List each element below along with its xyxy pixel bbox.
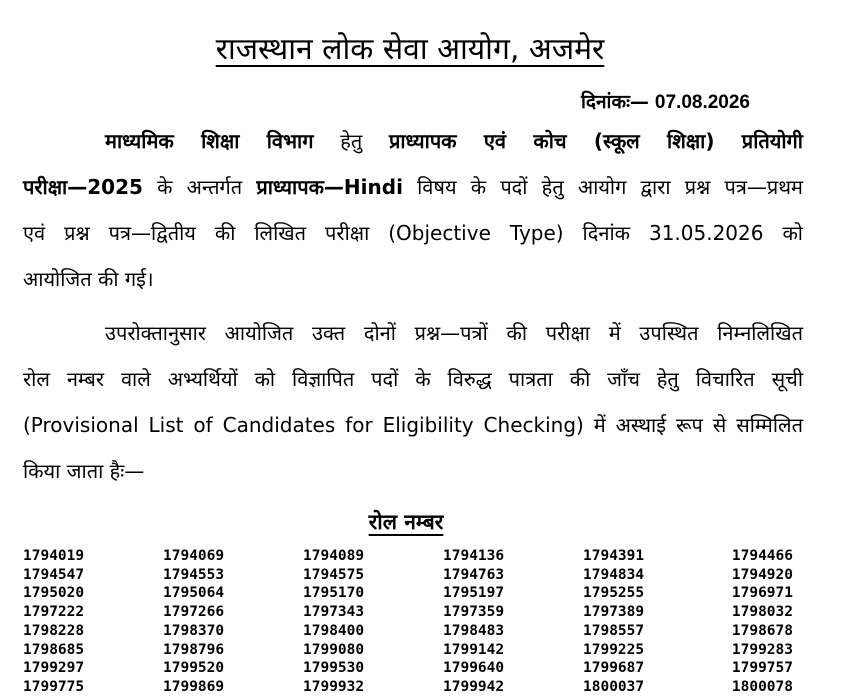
roll-number: 1794920: [731, 566, 793, 583]
text-run: के अन्तर्गत: [142, 175, 257, 199]
text-line: [23, 310, 803, 356]
bold-text: प्राध्यापक एवं कोच (स्कूल शिक्षा) प्रतियोगी: [388, 129, 803, 153]
roll-number: 1799757: [731, 660, 793, 677]
text-run: विषय के पदों हेतु आयोग द्वारा प्रश्न पत्र—प्रथम: [402, 175, 804, 199]
roll-number: 1794136: [443, 548, 505, 564]
text-line: [23, 256, 803, 302]
roll-number: 1797359: [443, 604, 505, 621]
paragraph-2: [23, 310, 803, 494]
roll-number: 1794069: [163, 548, 225, 564]
roll-number: 1794019: [23, 548, 85, 564]
roll-number: 1797222: [23, 604, 85, 621]
roll-number: 1795197: [443, 585, 505, 602]
roll-number: 1799640: [443, 660, 505, 677]
roll-number: 1795064: [163, 585, 225, 602]
roll-number: 1794575: [303, 566, 365, 583]
text-line: [23, 210, 803, 256]
roll-number: 1795255: [583, 585, 645, 602]
roll-number: 1800037: [583, 678, 645, 695]
roll-number: 1799932: [303, 678, 365, 695]
bold-text: परीक्षा—2025: [23, 175, 143, 199]
roll-number: 1794763: [443, 566, 505, 583]
roll-number-grid: [23, 547, 803, 697]
roll-number: 1798032: [731, 604, 793, 621]
paragraph-1: [23, 118, 803, 302]
text-run: (Provisional List of Candidates for Eligibility Checking) में अस्थाई रूप से सम्मिलित: [23, 413, 803, 437]
text-line: [23, 356, 803, 402]
roll-number: 1795020: [23, 585, 85, 602]
page-title: राजस्थान लोक सेवा आयोग, अजमेर: [215, 32, 605, 67]
roll-number: 1799142: [443, 641, 505, 658]
date-value: 07.08.2026: [654, 92, 750, 113]
roll-number: 1799080: [303, 641, 365, 658]
roll-number: 1794391: [583, 548, 645, 564]
roll-number: 1794834: [583, 566, 645, 583]
text-run: आयोजित की गई।: [23, 267, 154, 291]
roll-number: 1799530: [303, 660, 365, 677]
text-run: किया जाता हैः—: [23, 459, 145, 483]
date-label: दिनांकः—: [581, 91, 649, 113]
roll-number: 1798228: [23, 622, 85, 639]
roll-number: 1795170: [303, 585, 365, 602]
roll-number: 1799687: [583, 660, 645, 677]
text-run: उपरोक्तानुसार आयोजित उक्त दोनों प्रश्न—पत्रों की परीक्षा में उपस्थित निम्नलिखित: [105, 321, 803, 345]
date-line: [581, 90, 750, 115]
roll-number: 1794547: [23, 566, 85, 583]
roll-number: 1794466: [731, 548, 793, 564]
roll-number: 1800078: [731, 678, 793, 695]
roll-number: 1797266: [163, 604, 225, 621]
roll-number: 1798796: [163, 641, 225, 658]
roll-number: 1798483: [443, 622, 505, 639]
text-line: [23, 448, 803, 494]
roll-number: 1799297: [23, 660, 85, 677]
bold-text: प्राध्यापक—Hindi: [256, 175, 403, 199]
text-run: हेतु: [313, 129, 389, 153]
roll-number: 1798685: [23, 641, 85, 658]
roll-number: 1799775: [23, 678, 85, 695]
roll-number: 1798678: [731, 622, 793, 639]
roll-number: 1796971: [731, 585, 793, 602]
roll-number: 1794089: [303, 548, 365, 564]
roll-number: 1797343: [303, 604, 365, 621]
roll-number: 1799869: [163, 678, 225, 695]
text-line: [23, 118, 803, 164]
text-run: रोल नम्बर वाले अभ्यर्थियों को विज्ञापित पदों के विरुद्ध पात्रता की जाँच हेतु विचारित सूची: [23, 367, 803, 391]
roll-number-heading: रोल नम्बर: [368, 510, 444, 534]
text-run: एवं प्रश्न पत्र—द्वितीय की लिखित परीक्षा (Objective Type) दिनांक 31.05.2026 को: [23, 221, 803, 245]
roll-number: 1799283: [731, 641, 793, 658]
roll-number: 1798400: [303, 622, 365, 639]
text-line: [23, 402, 803, 448]
roll-number: 1798557: [583, 622, 645, 639]
roll-number: 1797389: [583, 604, 645, 621]
roll-number: 1794553: [163, 566, 225, 583]
roll-number: 1799520: [163, 660, 225, 677]
text-line: [23, 164, 803, 210]
bold-text: माध्यमिक शिक्षा विभाग: [105, 129, 314, 153]
roll-number: 1799225: [583, 641, 645, 658]
roll-number: 1799942: [443, 678, 505, 695]
roll-number: 1798370: [163, 622, 225, 639]
